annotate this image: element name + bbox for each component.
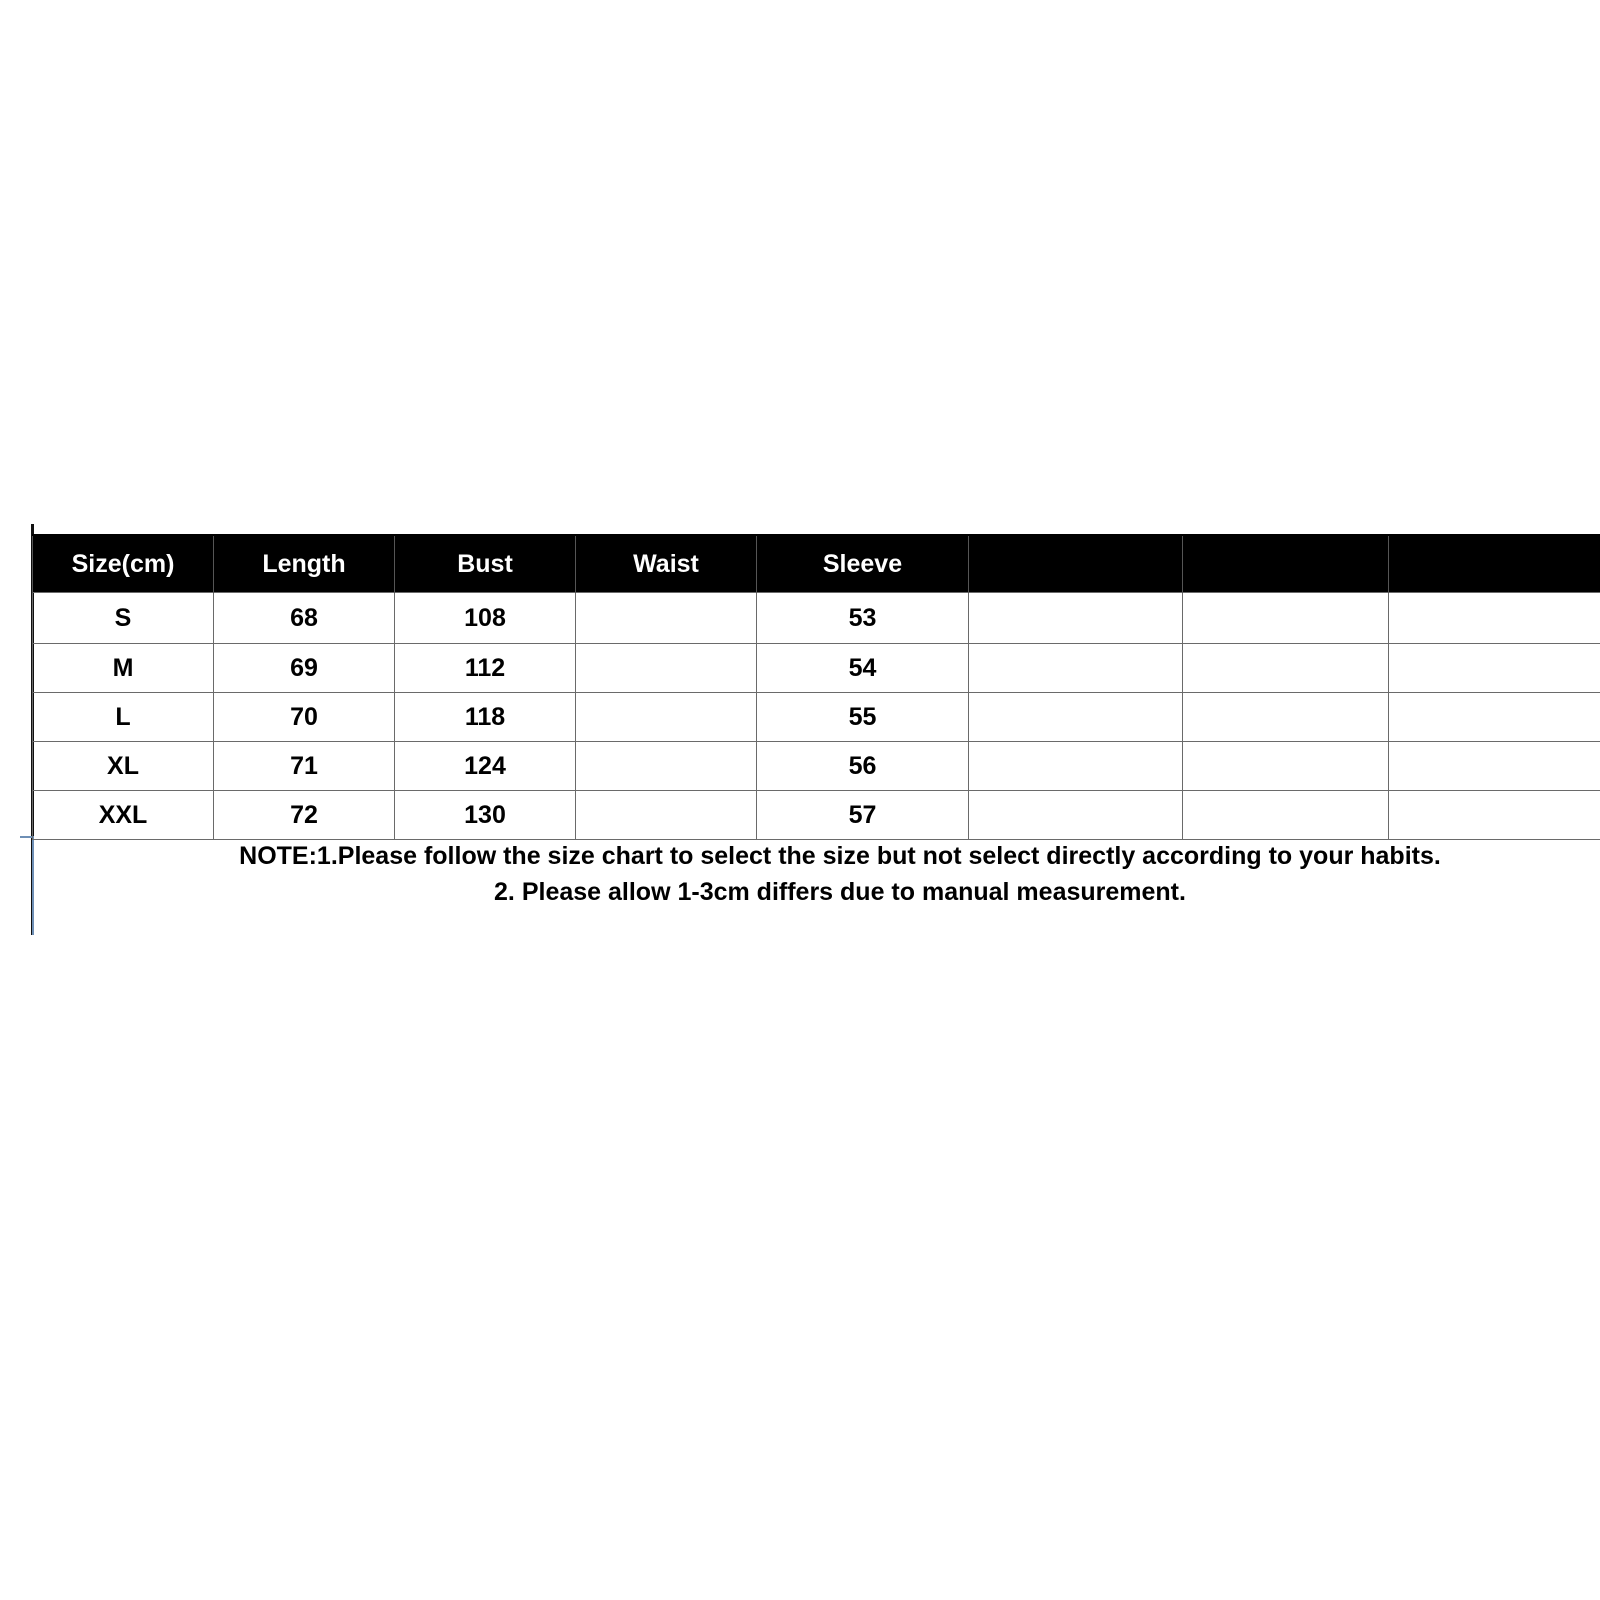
cell-size: L bbox=[33, 693, 214, 742]
header-empty-1 bbox=[969, 535, 1183, 593]
cell-bust: 112 bbox=[395, 644, 576, 693]
table-row bbox=[33, 693, 1600, 742]
cell-sleeve: 53 bbox=[757, 593, 969, 644]
cell-empty bbox=[969, 644, 1183, 693]
table-row bbox=[33, 644, 1600, 693]
cell-size: XL bbox=[33, 742, 214, 791]
cell-size: XXL bbox=[33, 791, 214, 840]
table-row bbox=[33, 742, 1600, 791]
cell-empty bbox=[1183, 593, 1389, 644]
cell-empty bbox=[969, 791, 1183, 840]
cell-bust: 108 bbox=[395, 593, 576, 644]
cell-bust: 124 bbox=[395, 742, 576, 791]
cell-bust: 118 bbox=[395, 693, 576, 742]
cell-empty bbox=[1183, 693, 1389, 742]
size-chart-table bbox=[32, 534, 1600, 840]
cell-empty bbox=[1389, 791, 1600, 840]
cell-length: 68 bbox=[214, 593, 395, 644]
size-note bbox=[40, 838, 1600, 910]
table-row bbox=[33, 593, 1600, 644]
cell-sleeve: 54 bbox=[757, 644, 969, 693]
cell-empty bbox=[1389, 593, 1600, 644]
cell-sleeve: 57 bbox=[757, 791, 969, 840]
cell-empty bbox=[1389, 693, 1600, 742]
header-size: Size(cm) bbox=[33, 535, 214, 593]
cell-sleeve: 56 bbox=[757, 742, 969, 791]
cell-length: 69 bbox=[214, 644, 395, 693]
cell-waist bbox=[576, 693, 757, 742]
cell-length: 70 bbox=[214, 693, 395, 742]
cursor-rule bbox=[32, 836, 34, 935]
cell-size: S bbox=[33, 593, 214, 644]
cell-waist bbox=[576, 791, 757, 840]
cell-empty bbox=[1183, 644, 1389, 693]
header-empty-3 bbox=[1389, 535, 1600, 593]
cell-empty bbox=[1183, 791, 1389, 840]
header-waist: Waist bbox=[576, 535, 757, 593]
cell-empty bbox=[969, 742, 1183, 791]
header-empty-2 bbox=[1183, 535, 1389, 593]
cell-size: M bbox=[33, 644, 214, 693]
cell-empty bbox=[969, 593, 1183, 644]
cell-empty bbox=[1389, 742, 1600, 791]
cell-empty bbox=[1183, 742, 1389, 791]
header-sleeve: Sleeve bbox=[757, 535, 969, 593]
header-length: Length bbox=[214, 535, 395, 593]
cell-sleeve: 55 bbox=[757, 693, 969, 742]
cell-waist bbox=[576, 742, 757, 791]
note-line-2: 2. Please allow 1-3cm differs due to manual measurement. bbox=[494, 878, 1186, 906]
cell-length: 71 bbox=[214, 742, 395, 791]
note-line-1: NOTE:1.Please follow the size chart to select the size but not select directly according to your habits. bbox=[239, 842, 1441, 870]
cell-waist bbox=[576, 644, 757, 693]
cell-empty bbox=[1389, 644, 1600, 693]
cell-bust: 130 bbox=[395, 791, 576, 840]
cell-length: 72 bbox=[214, 791, 395, 840]
header-row bbox=[33, 535, 1600, 593]
header-bust: Bust bbox=[395, 535, 576, 593]
table-row bbox=[33, 791, 1600, 840]
cell-waist bbox=[576, 593, 757, 644]
cell-empty bbox=[969, 693, 1183, 742]
